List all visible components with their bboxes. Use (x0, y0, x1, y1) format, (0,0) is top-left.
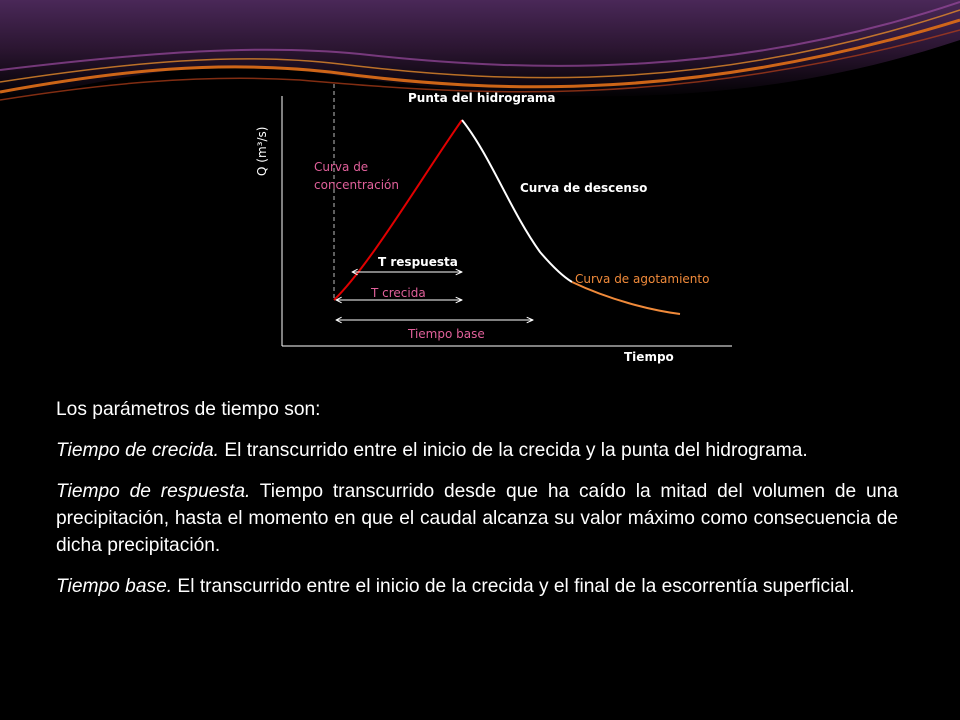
falling-curve-label: Curva de descenso (520, 181, 648, 195)
rising-curve (334, 120, 462, 300)
base-time-paragraph (56, 573, 898, 600)
explanation-text (56, 396, 898, 614)
rising-curve-label-line2: concentración (314, 178, 400, 192)
rise-time-paragraph (56, 437, 898, 464)
x-axis-label: Tiempo (624, 350, 674, 364)
intro-paragraph: Los parámetros de tiempo son: (56, 399, 321, 420)
response-time-label: T respuesta (378, 255, 458, 269)
recession-curve (572, 282, 680, 314)
rise-time-definition: El transcurrido entre el inicio de la crecida y la punta del hidrograma. (219, 440, 808, 461)
falling-curve (462, 120, 572, 282)
rise-time-term: Tiempo de crecida. (56, 440, 219, 461)
peak-label: Punta del hidrograma (408, 91, 556, 105)
base-time-definition: El transcurrido entre el inicio de la crecida y el final de la escorrentía superficial. (172, 576, 855, 597)
response-time-paragraph (56, 478, 898, 559)
y-axis-label: Q (m³/s) (255, 126, 269, 176)
rise-time-label: T crecida (371, 286, 426, 300)
base-time-term: Tiempo base. (56, 576, 173, 597)
response-time-definition: Tiempo transcurrido desde que ha caído la mitad del volumen de una precipitación, hasta el momento en que el caudal alcanza su valor máximo como consecuencia de dicha precipitación. (56, 481, 898, 556)
recession-curve-label: Curva de agotamiento (575, 272, 710, 286)
rising-curve-label-line1: Curva de (314, 160, 369, 174)
response-time-term: Tiempo de respuesta. (56, 481, 251, 502)
base-time-label: Tiempo base (408, 327, 485, 341)
